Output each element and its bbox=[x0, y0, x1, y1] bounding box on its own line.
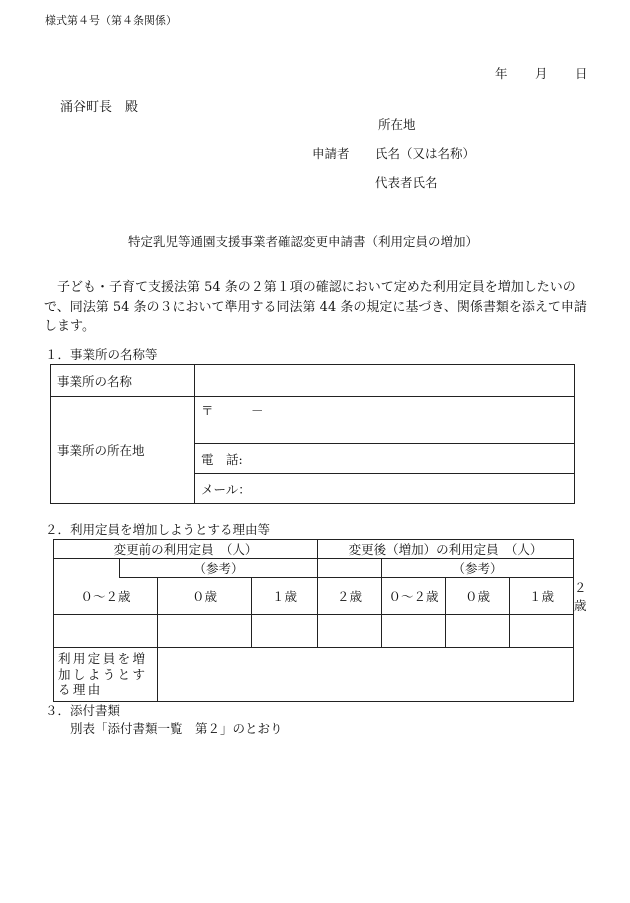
reason-label: 利用定員を増加しようとする理由 bbox=[54, 648, 158, 702]
before-capacity-header: 変更前の利用定員 （人） bbox=[54, 540, 318, 559]
document-title: 特定乳児等通園支援事業者確認変更申請書（利用定員の増加） bbox=[128, 234, 479, 249]
before-value-1[interactable] bbox=[252, 615, 318, 648]
form-number: 様式第４号（第４条関係） bbox=[45, 14, 177, 27]
before-age-0: ０歳 bbox=[158, 578, 252, 615]
reason-cell[interactable] bbox=[158, 648, 574, 702]
date-year: 年 bbox=[495, 66, 508, 81]
date-day: 日 bbox=[575, 66, 588, 81]
section1-heading: １．事業所の名称等 bbox=[45, 347, 158, 362]
after-age-0: ０歳 bbox=[446, 578, 510, 615]
before-age-0-2: ０～２歳 bbox=[54, 578, 158, 615]
addressee: 涌谷町長 殿 bbox=[60, 100, 139, 115]
after-age-1: １歳 bbox=[510, 578, 574, 615]
date-month: 月 bbox=[535, 66, 548, 81]
before-blank-cell bbox=[54, 559, 120, 578]
before-age-2: ２歳 bbox=[318, 578, 382, 615]
after-capacity-header: 変更後（増加）の利用定員 （人） bbox=[318, 540, 574, 559]
facility-name-label: 事業所の名称 bbox=[51, 365, 195, 397]
section2-heading: ２．利用定員を増加しようとする理由等 bbox=[45, 522, 271, 537]
facility-address-label: 事業所の所在地 bbox=[51, 397, 195, 504]
applicant-label: 申請者 bbox=[312, 146, 350, 161]
applicant-representative-label: 代表者氏名 bbox=[375, 175, 438, 190]
after-reference-label: （参考） bbox=[382, 559, 574, 578]
body-text: 子ども・子育て支援法第 54 条の２第１項の確認において定めた利用定員を増加したいので、同法第 54 条の３において準用する同法第 44 条の規定に基づき、関係書類を添えて申請します。 bbox=[44, 280, 587, 334]
attachment-content: 別表「添付書類一覧 第２」のとおり bbox=[70, 721, 283, 736]
before-reference-label: （参考） bbox=[120, 559, 318, 578]
after-value-0[interactable] bbox=[446, 615, 510, 648]
section3-heading: ３．添付書類 bbox=[45, 703, 121, 718]
after-age-0-2: ０～２歳 bbox=[382, 578, 446, 615]
applicant-name-label: 氏名（又は名称） bbox=[375, 146, 476, 161]
after-value-1[interactable] bbox=[510, 615, 574, 648]
before-value-0[interactable] bbox=[158, 615, 252, 648]
after-value-0-2[interactable] bbox=[382, 615, 446, 648]
facility-info-table bbox=[50, 364, 575, 504]
after-blank-cell bbox=[318, 559, 382, 578]
phone-cell[interactable]: 電 話: bbox=[195, 444, 575, 474]
applicant-address-label: 所在地 bbox=[378, 117, 416, 132]
facility-name-cell[interactable] bbox=[195, 365, 575, 397]
postal-cell[interactable]: 〒 － bbox=[195, 397, 575, 444]
capacity-table: 変更前の利用定員 （人） 変更後（増加）の利用定員 （人） （参考） （参考） ０～２歳 ０歳 １歳 ２歳 ０～２歳 ０歳 １歳 ２歳 利用定員を増加しようとする理由 bbox=[53, 539, 574, 702]
email-cell[interactable]: メール： bbox=[195, 474, 575, 504]
before-value-2[interactable] bbox=[318, 615, 382, 648]
before-age-1: １歳 bbox=[252, 578, 318, 615]
before-value-0-2[interactable] bbox=[54, 615, 158, 648]
